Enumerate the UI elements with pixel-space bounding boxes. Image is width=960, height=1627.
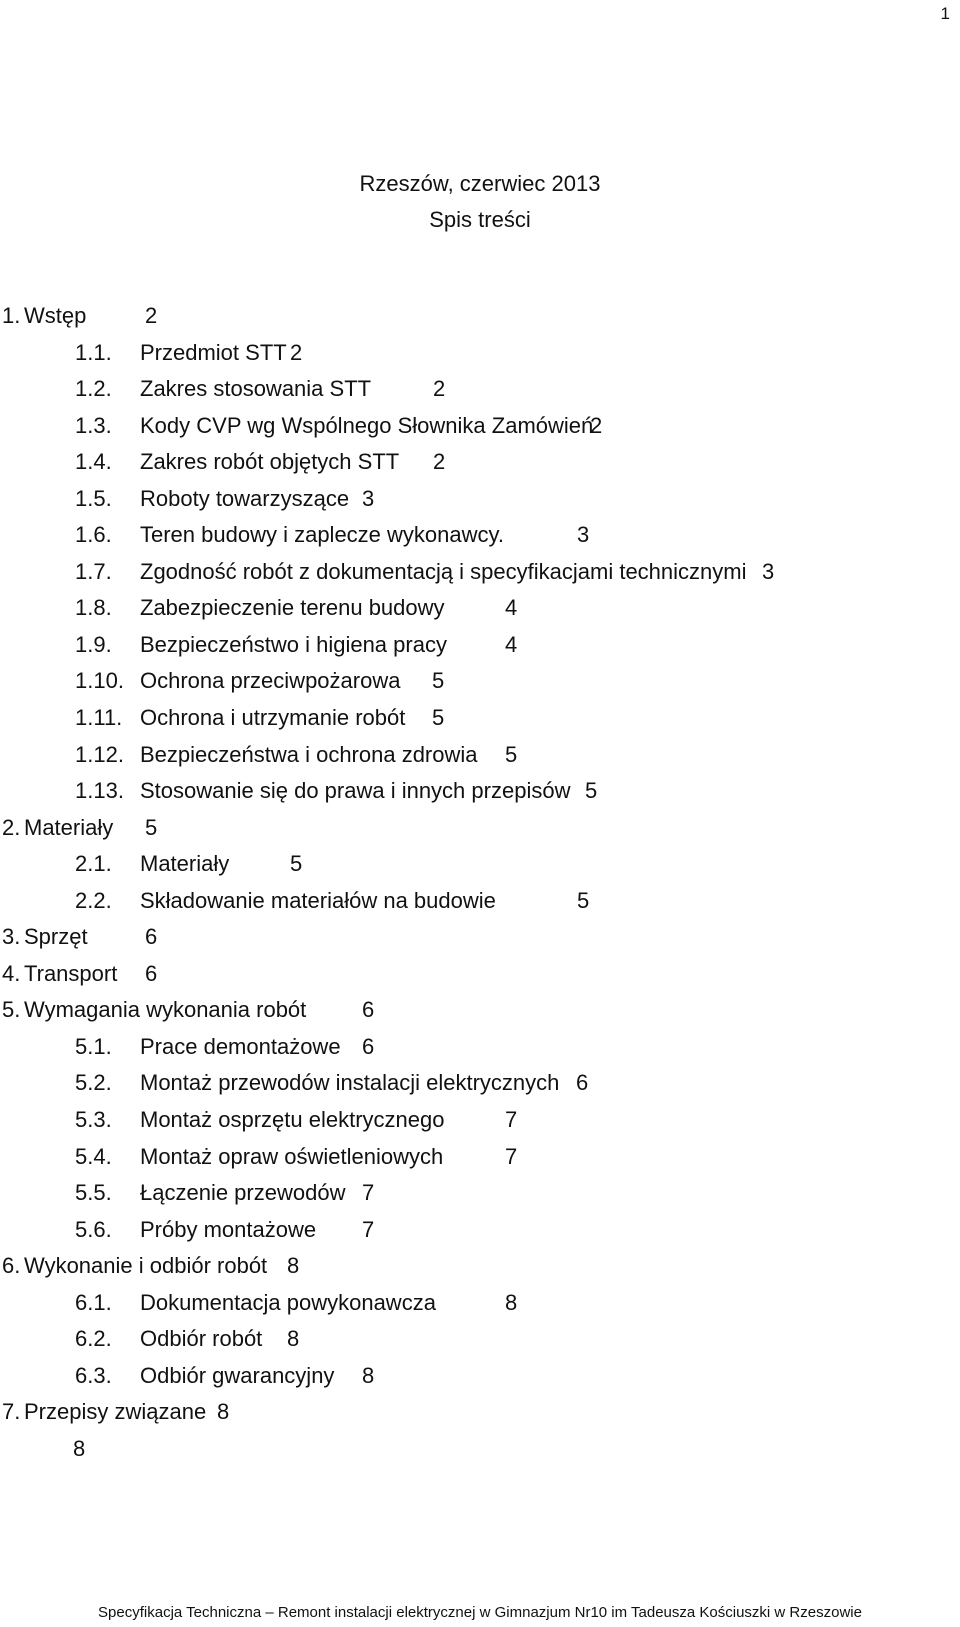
toc-entry[interactable] [0, 444, 960, 481]
toc-entry[interactable] [0, 919, 960, 956]
toc-entry-title: Dokumentacja powykonawcza [140, 1289, 436, 1315]
toc-entry[interactable] [0, 590, 960, 627]
toc-entry-number: 5.2. [75, 1070, 112, 1096]
toc-entry-number: 1.2. [75, 376, 112, 402]
toc-entry[interactable] [0, 517, 960, 554]
toc-entry-page: 8 [287, 1326, 300, 1352]
toc-entry[interactable] [0, 810, 960, 847]
table-of-contents [0, 298, 960, 1468]
toc-entry-title: Przepisy związane [24, 1399, 207, 1425]
toc-entry-page: 8 [217, 1399, 230, 1425]
toc-entry[interactable] [0, 1139, 960, 1176]
toc-entry[interactable] [0, 1175, 960, 1212]
toc-entry-number: 5.1. [75, 1033, 112, 1059]
toc-entry[interactable] [0, 1321, 960, 1358]
toc-entry-page: 4 [505, 631, 518, 657]
toc-trailing-row [0, 1431, 960, 1468]
toc-entry-page: 2 [145, 303, 158, 328]
toc-entry-title: Prace demontażowe [140, 1033, 341, 1059]
toc-entry-title: Montaż osprzętu elektrycznego [140, 1107, 445, 1133]
toc-entry-page: 3 [762, 558, 775, 584]
toc-entry-number: 1.11. [75, 705, 123, 731]
toc-entry[interactable] [0, 883, 960, 920]
toc-entry-number: 6.3. [75, 1362, 112, 1388]
toc-entry-page: 3 [577, 522, 590, 548]
toc-entry-number: 1.1. [75, 339, 112, 365]
toc-entry-number: 2.1. [75, 851, 112, 877]
toc-entry-title: Przedmiot STT [140, 339, 287, 365]
toc-entry[interactable] [0, 992, 960, 1029]
toc-entry-number: 6.2. [75, 1326, 112, 1352]
toc-entry-number: 5.6. [75, 1216, 112, 1242]
toc-entry[interactable] [0, 1029, 960, 1066]
toc-entry-page: 2 [433, 449, 446, 475]
toc-entry[interactable] [0, 1358, 960, 1395]
toc-entry[interactable] [0, 846, 960, 883]
toc-entry-page: 5 [432, 668, 445, 694]
toc-entry-page: 6 [145, 924, 158, 950]
toc-entry[interactable] [0, 956, 960, 993]
toc-entry-page: 7 [362, 1180, 375, 1206]
toc-entry-number: 3. [2, 924, 21, 950]
toc-entry-page: 5 [505, 741, 518, 767]
toc-entry-title: Wymagania wykonania robót [24, 997, 307, 1023]
toc-entry-page: 5 [432, 705, 445, 731]
toc-entry-number: 1.10. [75, 668, 124, 694]
toc-entry[interactable] [0, 1065, 960, 1102]
toc-entry-title: Ochrona i utrzymanie robót [140, 705, 406, 731]
toc-entry-page: 3 [362, 485, 375, 511]
toc-entry-number: 1.13. [75, 778, 124, 804]
toc-entry-number: 2. [2, 814, 21, 840]
toc-entry-title: Zakres stosowania STT [140, 376, 372, 402]
toc-entry-number: 5.4. [75, 1143, 112, 1169]
toc-entry-title: Montaż opraw oświetleniowych [140, 1143, 444, 1169]
toc-entry[interactable] [0, 773, 960, 810]
date-line: Rzeszów, czerwiec 2013 [359, 171, 601, 196]
toc-entry-number: 2.2. [75, 887, 112, 913]
toc-entry-title: Odbiór gwarancyjny [140, 1362, 335, 1388]
toc-entry-title: Teren budowy i zaplecze wykonawcy. [140, 522, 504, 548]
toc-entry-page: 6 [145, 960, 158, 986]
toc-entry-page: 8 [287, 1253, 300, 1279]
toc-entry-number: 1.3. [75, 412, 112, 438]
toc-entry[interactable] [0, 1285, 960, 1322]
toc-entry-page: 6 [576, 1070, 589, 1096]
toc-entry-number: 1.7. [75, 558, 112, 584]
toc-entry[interactable] [0, 408, 960, 445]
toc-entry[interactable] [0, 371, 960, 408]
toc-entry-number: 1. [2, 303, 21, 328]
toc-entry-number: 6.1. [75, 1289, 112, 1315]
toc-entry[interactable] [0, 554, 960, 591]
toc-entry-title: Montaż przewodów instalacji elektrycznych [140, 1070, 560, 1096]
toc-entry-page: 6 [362, 997, 375, 1023]
toc-entry-title: Materiały [140, 851, 230, 877]
toc-entry-page: 5 [145, 814, 158, 840]
toc-entry-number: 1.4. [75, 449, 112, 475]
toc-entry-title: Odbiór robót [140, 1326, 263, 1352]
trailing-page-number: 8 [73, 1435, 86, 1461]
toc-entry-title: Łączenie przewodów [140, 1180, 346, 1206]
toc-entry-title: Stosowanie się do prawa i innych przepisów [140, 778, 571, 804]
toc-entry-title: Zakres robót objętych STT [140, 449, 400, 475]
toc-entry-title: Bezpieczeństwa i ochrona zdrowia [140, 741, 478, 767]
document-header [0, 166, 960, 238]
toc-entry-page: 2 [290, 339, 303, 365]
toc-entry-number: 1.8. [75, 595, 112, 621]
toc-entry[interactable] [0, 1102, 960, 1139]
toc-entry[interactable] [0, 663, 960, 700]
toc-entry[interactable] [0, 298, 960, 335]
toc-entry[interactable] [0, 737, 960, 774]
toc-entry-number: 1.9. [75, 631, 112, 657]
toc-entry-page: 5 [290, 851, 303, 877]
toc-entry-page: 6 [362, 1033, 375, 1059]
toc-entry-page: 8 [505, 1289, 518, 1315]
toc-entry-number: 7. [2, 1399, 21, 1425]
toc-entry-number: 5.5. [75, 1180, 112, 1206]
toc-entry-page: 5 [577, 887, 590, 913]
toc-entry-page: 7 [505, 1107, 518, 1133]
toc-entry-title: Kody CVP wg Wspólnego Słownika Zamówień [140, 412, 594, 438]
toc-title: Spis treści [429, 207, 531, 232]
toc-entry-page: 7 [362, 1216, 375, 1242]
toc-entry-title: Składowanie materiałów na budowie [140, 887, 496, 913]
toc-entry-page: 8 [362, 1362, 375, 1388]
toc-entry-number: 6. [2, 1253, 21, 1279]
toc-entry-page: 2 [590, 412, 603, 438]
toc-entry-number: 5.3. [75, 1107, 112, 1133]
toc-entry-number: 1.6. [75, 522, 112, 548]
toc-entry-page: 4 [505, 595, 518, 621]
toc-entry[interactable] [0, 700, 960, 737]
toc-entry[interactable] [0, 1248, 960, 1285]
toc-entry-title: Transport [24, 960, 118, 986]
toc-entry-title: Zgodność robót z dokumentacją i specyfikacjami technicznymi [140, 558, 747, 584]
toc-entry[interactable] [0, 335, 960, 372]
toc-entry-number: 1.5. [75, 485, 112, 511]
toc-entry-title: Wykonanie i odbiór robót [24, 1253, 268, 1279]
toc-entry-title: Wstęp [24, 303, 87, 328]
page-footer: Specyfikacja Techniczna – Remont instalacji elektrycznej w Gimnazjum Nr10 im Tadeusza Kościuszki w Rzeszowie [98, 1604, 862, 1621]
page-number: 1 [940, 4, 950, 23]
toc-entry-title: Sprzęt [24, 924, 88, 950]
toc-entry-title: Materiały [24, 814, 114, 840]
toc-entry-title: Roboty towarzyszące [140, 485, 350, 511]
toc-entry[interactable] [0, 1394, 960, 1431]
toc-entry-title: Bezpieczeństwo i higiena pracy [140, 631, 447, 657]
toc-entry-title: Ochrona przeciwpożarowa [140, 668, 401, 694]
toc-entry-number: 5. [2, 997, 21, 1023]
toc-entry-title: Zabezpieczenie terenu budowy [140, 595, 445, 621]
toc-entry[interactable] [0, 627, 960, 664]
toc-entry[interactable] [0, 481, 960, 518]
toc-entry-page: 5 [585, 778, 598, 804]
toc-entry[interactable] [0, 1212, 960, 1249]
toc-entry-number: 4. [2, 960, 21, 986]
toc-entry-page: 7 [505, 1143, 518, 1169]
toc-entry-number: 1.12. [75, 741, 124, 767]
toc-entry-title: Próby montażowe [140, 1216, 317, 1242]
toc-entry-page: 2 [433, 376, 446, 402]
